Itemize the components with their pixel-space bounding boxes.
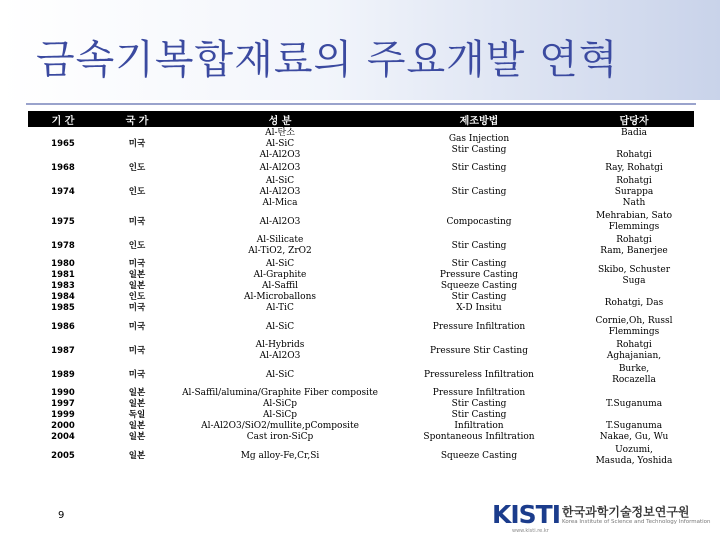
cell-person: Ray, Rohatgi xyxy=(605,163,663,173)
header-period: 기 간 xyxy=(28,111,98,127)
table-row xyxy=(28,162,694,175)
cell-year: 1975 xyxy=(51,216,75,227)
cell-year: 1980 1981 1983 1984 1985 xyxy=(51,259,75,313)
page-number: 9 xyxy=(58,510,65,521)
cell-country: 일본 xyxy=(128,450,146,461)
cell-person: Burke, Rocazella xyxy=(612,364,656,385)
logo-mark: KISTI xyxy=(492,500,561,529)
table-row xyxy=(28,234,694,258)
cell-person: Badia Rohatgi xyxy=(616,128,652,160)
cell-person: Rohatgi Ram, Banerjee xyxy=(600,235,668,256)
table-row xyxy=(28,175,694,210)
cell-material: Al-Hybrids Al-Al2O3 xyxy=(255,340,305,361)
title-divider xyxy=(26,103,696,105)
cell-material: Mg alloy-Fe,Cr,Si xyxy=(240,450,320,461)
cell-person: T.Suganuma T.Suganuma Nakae, Gu, Wu xyxy=(599,399,669,442)
cell-year: 1990 1997 1999 2000 2004 xyxy=(51,388,75,442)
cell-country: 미국 xyxy=(128,369,146,380)
header-country: 국 가 xyxy=(98,111,176,127)
cell-material: Al-SiC xyxy=(265,369,295,380)
cell-method: Pressure Infiltration xyxy=(432,321,526,332)
table-row xyxy=(28,339,694,363)
cell-country: 미국 xyxy=(128,345,146,356)
cell-material: Al-SiC Al-Al2O3 Al-Mica xyxy=(259,176,301,208)
table-row xyxy=(28,315,694,339)
cell-method: Squeeze Casting xyxy=(440,450,518,461)
cell-method: Stir Casting xyxy=(451,163,507,173)
cell-person: Rohatgi Surappa Nath xyxy=(614,176,654,208)
table-header-row xyxy=(28,111,694,127)
cell-method: Pressure Stir Casting xyxy=(430,345,528,356)
cell-person: Uozumi, Masuda, Yoshida xyxy=(595,445,673,466)
cell-country: 일본 일본 독일 일본 일본 xyxy=(128,388,146,442)
cell-year: 1987 xyxy=(51,345,75,356)
cell-method: Pressureless Infiltration xyxy=(424,369,534,380)
cell-country: 인도 xyxy=(128,240,146,251)
header-method: 제조방법 xyxy=(384,111,574,127)
cell-year: 1986 xyxy=(51,321,75,332)
table-row xyxy=(28,258,694,315)
cell-material: Al-SiC xyxy=(265,321,295,332)
cell-material: Al-Saffil/alumina/Graphite Fiber composite Al-SiCp Al-SiCp Al-Al2O3/SiO2/mullite,pComposite Cast iron-SiCp xyxy=(182,388,378,442)
logo-url: www.kisti.re.kr xyxy=(512,528,549,534)
cell-year: 1965 xyxy=(51,139,75,149)
kisti-logo xyxy=(492,500,711,536)
header-material: 성 분 xyxy=(176,111,384,127)
cell-method: Stir Casting Pressure Casting Squeeze Casting Stir Casting X-D Insitu xyxy=(439,259,519,313)
table-row xyxy=(28,363,694,387)
table-row xyxy=(28,387,694,444)
cell-method: Gas Injection Stir Casting xyxy=(448,133,510,155)
logo-english-name: Korea Institute of Science and Technology Information xyxy=(562,519,711,525)
cell-material: Al-탄소 Al-SiC Al-Al2O3 xyxy=(259,128,301,160)
header-person: 담당자 xyxy=(574,111,694,127)
cell-year: 1978 xyxy=(51,240,75,251)
table-row xyxy=(28,444,694,468)
cell-year: 1968 xyxy=(51,163,75,173)
cell-country: 인도 xyxy=(128,163,146,173)
cell-person: Mehrabian, Sato Flemmings xyxy=(595,211,673,232)
history-table xyxy=(28,111,694,468)
cell-person: Rohatgi Aghajanian, xyxy=(606,340,662,361)
cell-material: Al-Al2O3 xyxy=(259,216,301,227)
cell-material: Al-SiC Al-Graphite Al-Saffil Al-Microballons Al-TiC xyxy=(244,259,316,313)
table-row xyxy=(28,127,694,162)
cell-year: 1989 xyxy=(51,369,75,380)
cell-material: Al-Silicate Al-TiO2, ZrO2 xyxy=(248,235,312,256)
cell-method: Stir Casting xyxy=(451,187,507,197)
cell-country: 미국 xyxy=(128,321,146,332)
cell-country: 미국 xyxy=(128,139,146,149)
cell-material: Al-Al2O3 xyxy=(259,163,301,173)
cell-method: Stir Casting xyxy=(451,240,507,251)
logo-korean-name: 한국과학기술정보연구원 xyxy=(562,505,690,519)
table-row xyxy=(28,210,694,234)
cell-person: Skibo, Schuster Suga Rohatgi, Das xyxy=(597,264,671,308)
cell-country: 미국 일본 일본 인도 미국 xyxy=(128,259,146,313)
cell-year: 1974 xyxy=(51,187,75,197)
cell-year: 2005 xyxy=(51,450,75,461)
cell-country: 미국 xyxy=(128,216,146,227)
cell-method: Pressure Infiltration Stir Casting Stir Casting Infiltration Spontaneous Infiltration xyxy=(423,388,535,442)
cell-country: 인도 xyxy=(128,187,146,197)
slide-title: 금속기복합재료의 주요개발 연혁 xyxy=(36,37,619,83)
cell-person: Cornie,Oh, Russl Flemmings xyxy=(595,316,673,337)
cell-method: Compocasting xyxy=(446,216,512,227)
